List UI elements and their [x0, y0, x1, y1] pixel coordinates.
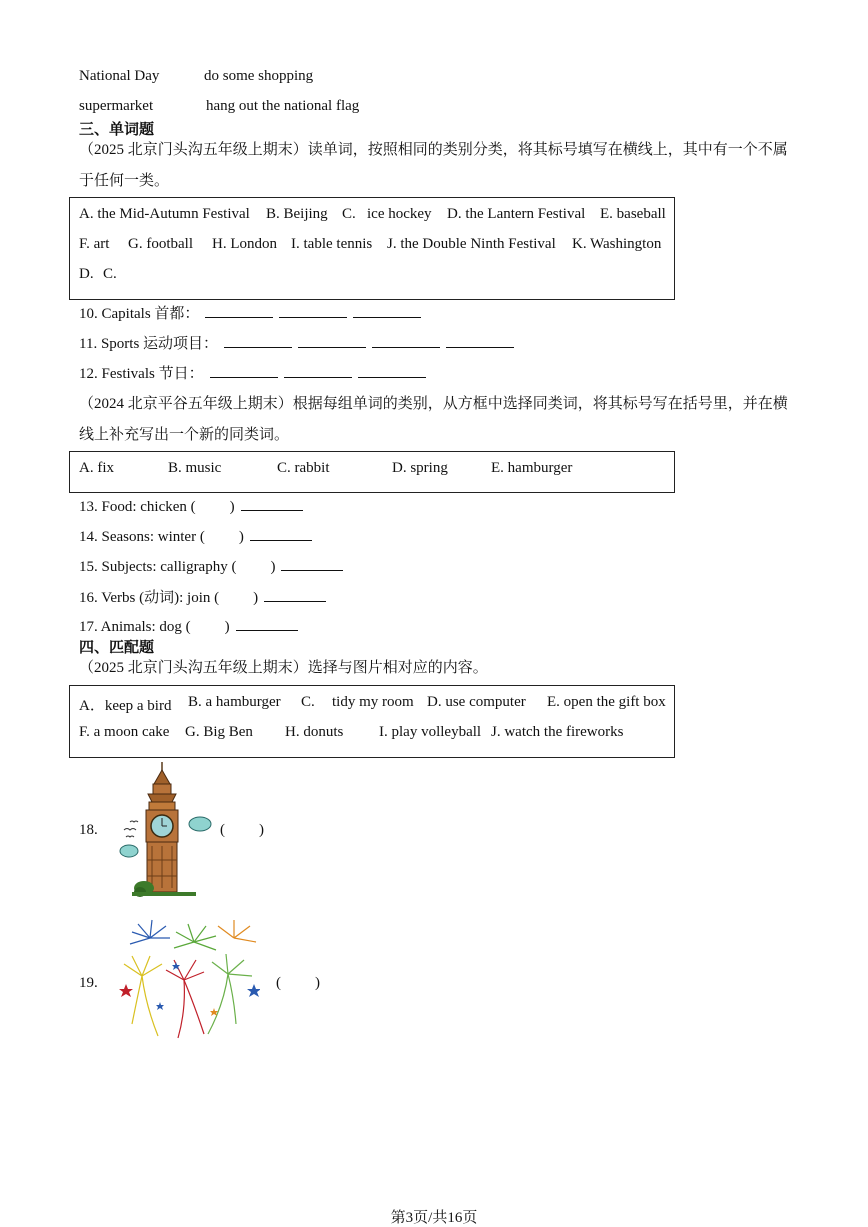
- question-16: 16. Verbs (动词): join ( ): [79, 586, 326, 607]
- question-12: 12. Festivals 节日：: [79, 362, 426, 383]
- box2-option-a: A. fix: [79, 460, 114, 476]
- question-13: 13. Food: chicken ( ): [79, 496, 303, 516]
- box1-option-d: D. the Lantern Festival: [447, 206, 586, 222]
- match-option-c: tidy my room: [332, 694, 414, 710]
- question-19-answer[interactable]: ( ): [276, 975, 320, 991]
- question-18-answer[interactable]: ( ): [220, 822, 264, 838]
- question-17: 17. Animals: dog ( ): [79, 616, 298, 636]
- match-option-j: J. watch the fireworks: [491, 724, 624, 740]
- answer-blank[interactable]: [205, 303, 273, 318]
- answer-blank[interactable]: [241, 496, 303, 511]
- pair-right-1: do some shopping: [204, 68, 314, 84]
- answer-blank[interactable]: [353, 303, 421, 318]
- answer-blank[interactable]: [279, 303, 347, 318]
- question-15: 15. Subjects: calligraphy ( ): [79, 556, 343, 576]
- match-option-h: H. donuts: [285, 724, 344, 740]
- word-box-1: [69, 197, 675, 300]
- box1-option-e: E. baseball: [600, 206, 666, 222]
- box1-option-j: J. the Double Ninth Festival: [387, 236, 556, 252]
- section3-intro2-line2: 线上补充写出一个新的同类词。: [79, 427, 290, 443]
- answer-blank[interactable]: [236, 616, 298, 631]
- match-box: [69, 685, 675, 758]
- box2-option-e: E. hamburger: [491, 460, 573, 476]
- box1-option-f: F. art: [79, 236, 110, 252]
- fireworks-picture: [118, 918, 260, 1046]
- box1-option-b: B. Beijing: [266, 206, 328, 222]
- box1-option-c: ice hockey: [367, 206, 432, 222]
- word-box-2: [69, 451, 675, 493]
- answer-blank[interactable]: [298, 333, 366, 348]
- big-ben-picture: [118, 760, 214, 898]
- box1-option-h: H. London: [212, 236, 277, 252]
- box2-option-d: D. spring: [392, 460, 448, 476]
- box1-option-c-letter: C.: [342, 206, 356, 222]
- match-option-g: G. Big Ben: [185, 724, 253, 740]
- pair-left-1: National Day: [79, 68, 160, 84]
- match-option-a: A．keep a bird: [79, 698, 172, 714]
- pair-right-2: hang out the national flag: [206, 98, 360, 114]
- answer-blank[interactable]: [446, 333, 514, 348]
- match-option-f: F. a moon cake: [79, 724, 170, 740]
- answer-blank[interactable]: [358, 363, 426, 378]
- question-10: 10. Capitals 首都：: [79, 302, 421, 323]
- question-11: 11. Sports 运动项目：: [79, 332, 514, 353]
- box1-option-a: A. the Mid-Autumn Festival: [79, 206, 250, 222]
- question-14: 14. Seasons: winter ( ): [79, 526, 312, 546]
- question-18-number: 18.: [79, 822, 98, 838]
- answer-blank[interactable]: [224, 333, 292, 348]
- section3-intro1-line2: 于任何一类。: [79, 173, 170, 189]
- box1-option-i: I. table tennis: [291, 236, 373, 252]
- answer-blank[interactable]: [264, 587, 326, 602]
- box1-option-k: K. Washington: [572, 236, 662, 252]
- section3-intro1-line1: （2025 北京门头沟五年级上期末）读单词，按照相同的类别分类，将其标号填写在横线上，其中有一个不属: [79, 142, 788, 158]
- match-option-d: D. use computer: [427, 694, 526, 710]
- answer-blank[interactable]: [281, 556, 343, 571]
- section3-title: 三、单词题: [79, 122, 155, 138]
- box1-row3-d: D.: [79, 266, 94, 282]
- match-option-i: I. play volleyball: [379, 724, 482, 740]
- answer-blank[interactable]: [372, 333, 440, 348]
- pair-left-2: supermarket: [79, 98, 154, 114]
- box2-option-c: C. rabbit: [277, 460, 330, 476]
- section3-intro2-line1: （2024 北京平谷五年级上期末）根据每组单词的类别，从方框中选择同类词，将其标号写在括号里，并在横: [79, 396, 788, 412]
- page-footer: 第3页/共16页: [390, 1210, 478, 1226]
- match-option-e: E. open the gift box: [547, 694, 666, 710]
- box1-option-g: G. football: [128, 236, 193, 252]
- box2-option-b: B. music: [168, 460, 222, 476]
- section4-intro: （2025 北京门头沟五年级上期末）选择与图片相对应的内容。: [79, 660, 488, 676]
- match-option-b: B. a hamburger: [188, 694, 281, 710]
- question-19-number: 19.: [79, 975, 98, 991]
- answer-blank[interactable]: [250, 526, 312, 541]
- box1-row3-c: C.: [103, 266, 117, 282]
- section4-title: 四、匹配题: [79, 640, 155, 656]
- answer-blank[interactable]: [210, 363, 278, 378]
- answer-blank[interactable]: [284, 363, 352, 378]
- match-option-c-letter: C.: [301, 694, 315, 710]
